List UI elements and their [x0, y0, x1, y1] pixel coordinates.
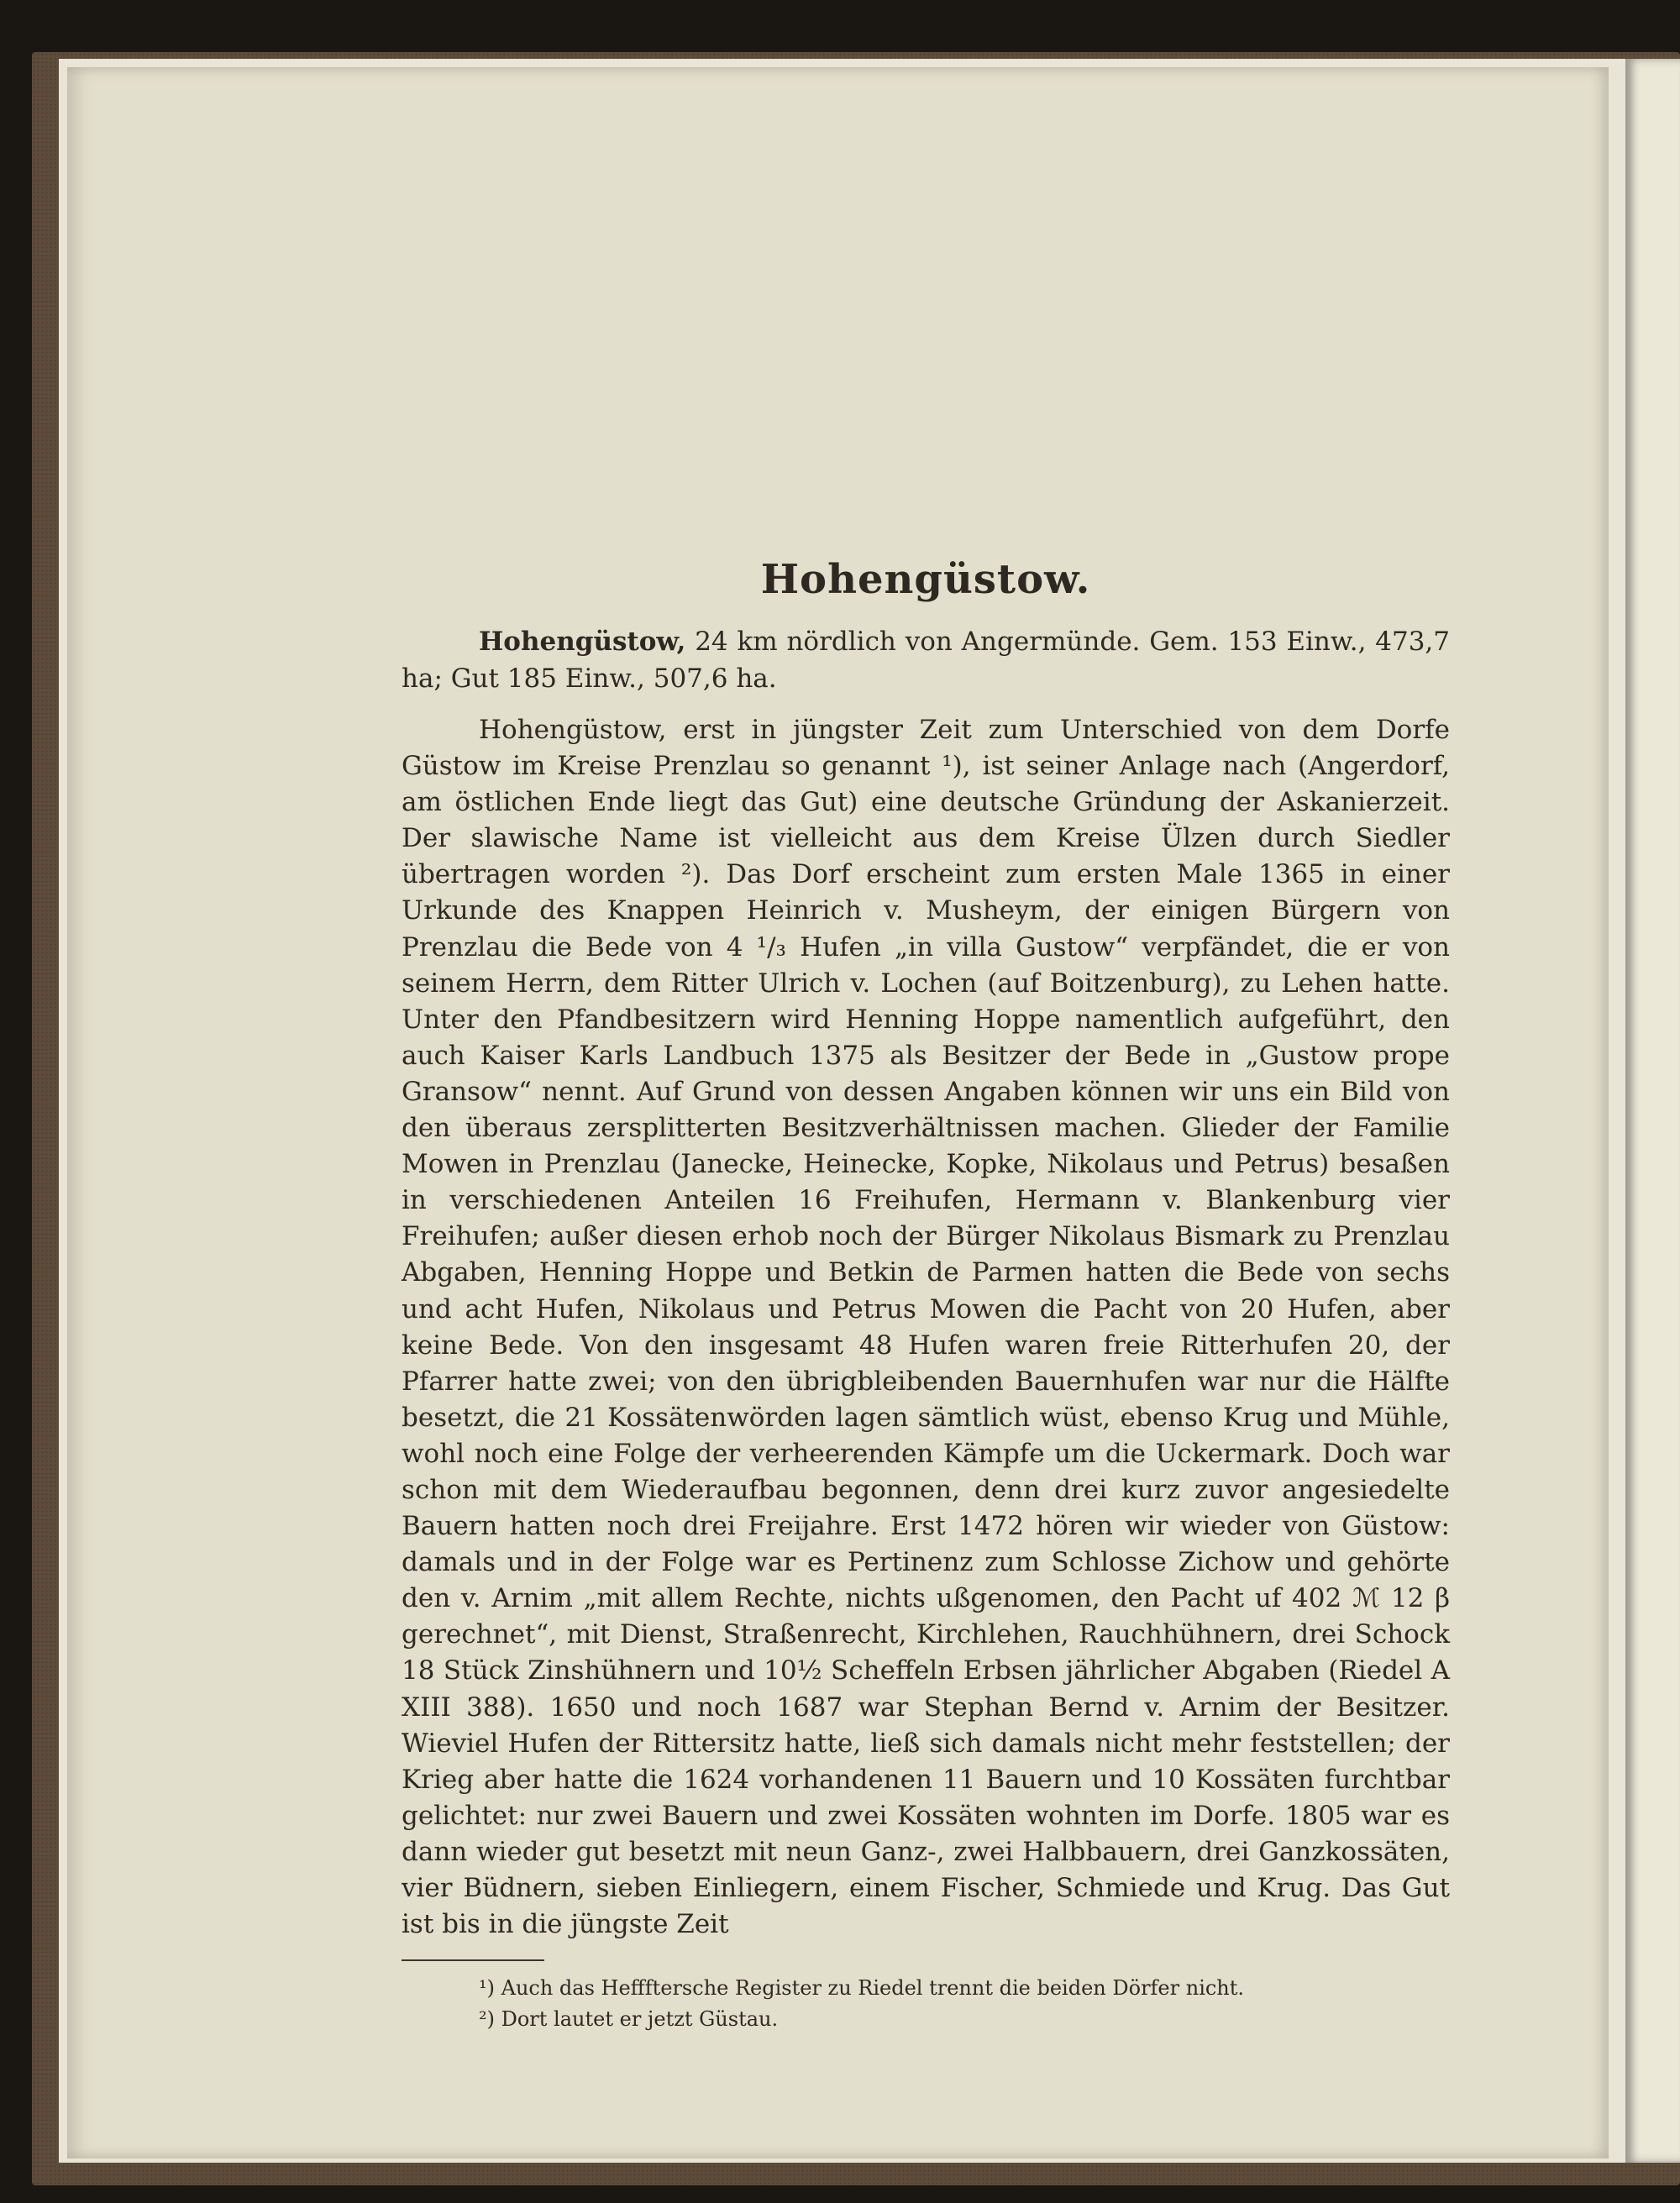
- entry-summary: [402, 623, 1450, 697]
- page-content: [402, 554, 1450, 2035]
- entry-name: Hohengüstow,: [479, 627, 686, 657]
- footnote-rule: [402, 1959, 544, 1961]
- body-paragraph: Hohengüstow, erst in jüngster Zeit zum Unterschied von dem Dorfe Güstow im Kreise Prenzlau so genannt ¹), ist seiner Anlage nach (Angerdorf, am östlichen Ende liegt das Gut) eine deutsche Gründung der Askanierzeit. Der slawische Name ist vielleicht aus dem Kreise Ülzen durch Siedler übertragen worden ²). Das Dorf erscheint zum ersten Male 1365 in einer Urkunde des Knappen Heinrich v. Musheym, der einigen Bürgern von Prenzlau die Bede von 4 ¹/₃ Hufen „in villa Gustow“ verpfändet, die er von seinem Herrn, dem Ritter Ulrich v. Lochen (auf Boitzenburg), zu Lehen hatte. Unter den Pfandbesitzern wird Henning Hoppe namentlich aufgeführt, den auch Kaiser Karls Landbuch 1375 als Besitzer der Bede in „Gustow prope Gransow“ nennt. Auf Grund von dessen Angaben können wir uns ein Bild von den überaus zersplitterten Besitzverhältnissen machen. Glieder der Familie Mowen in Prenzlau (Janecke, Heinecke, Kopke, Nikolaus und Petrus) besaßen in verschiedenen Anteilen 16 Freihufen, Hermann v. Blankenburg vier Freihufen; außer diesen erhob noch der Bürger Nikolaus Bismark zu Prenzlau Abgaben, Henning Hoppe und Betkin de Parmen hatten die Bede von sechs und acht Hufen, Nikolaus und Petrus Mowen die Pacht von 20 Hufen, aber keine Bede. Von den insgesamt 48 Hufen waren freie Ritterhufen 20, der Pfarrer hatte zwei; von den übrigbleibenden Bauernhufen war nur die Hälfte besetzt, die 21 Kossätenwörden lagen sämtlich wüst, ebenso Krug und Mühle, wohl noch eine Folge der verheerenden Kämpfe um die Uckermark. Doch war schon mit dem Wiederaufbau begonnen, denn drei kurz zuvor angesiedelte Bauern hatten noch drei Freijahre. Erst 1472 hören wir wieder von Güstow: damals und in der Folge war es Pertinenz zum Schlosse Zichow und gehörte den v. Arnim „mit allem Rechte, nichts ußgenomen, den Pacht uf 402 ℳ 12 β gerechnet“, mit Dienst, Straßenrecht, Kirchlehen, Rauchhühnern, drei Schock 18 Stück Zinshühnern und 10½ Scheffeln Erbsen jährlicher Abgaben (Riedel A XIII 388). 1650 und noch 1687 war Stephan Bernd v. Arnim der Besitzer. Wieviel Hufen der Rittersitz hatte, ließ sich damals nicht mehr feststellen; der Krieg aber hatte die 1624 vorhandenen 11 Bauern und 10 Kossäten furchtbar gelichtet: nur zwei Bauern und zwei Kossäten wohnten im Dorfe. 1805 war es dann wieder gut besetzt mit neun Ganz-, zwei Halbbauern, drei Ganzkossäten, vier Büdnern, sieben Einliegern, einem Fischer, Schmiede und Krug. Das Gut ist bis in die jüngste Zeit: [402, 715, 1450, 1940]
- facing-page-edge: [1625, 59, 1680, 2163]
- page-title: Hohengüstow.: [760, 556, 1091, 603]
- footnote-1: ¹) Auch das Heffftersche Register zu Riedel trennt die beiden Dörfer nicht.: [479, 1976, 1245, 2001]
- entry-summary-text: 24 km nördlich von Angermünde. Gem. 153 Einw., 473,7 ha; Gut 185 Einw., 507,6 ha.: [402, 627, 1450, 694]
- footnote-2: ²) Dort lautet er jetzt Güstau.: [479, 2007, 779, 2032]
